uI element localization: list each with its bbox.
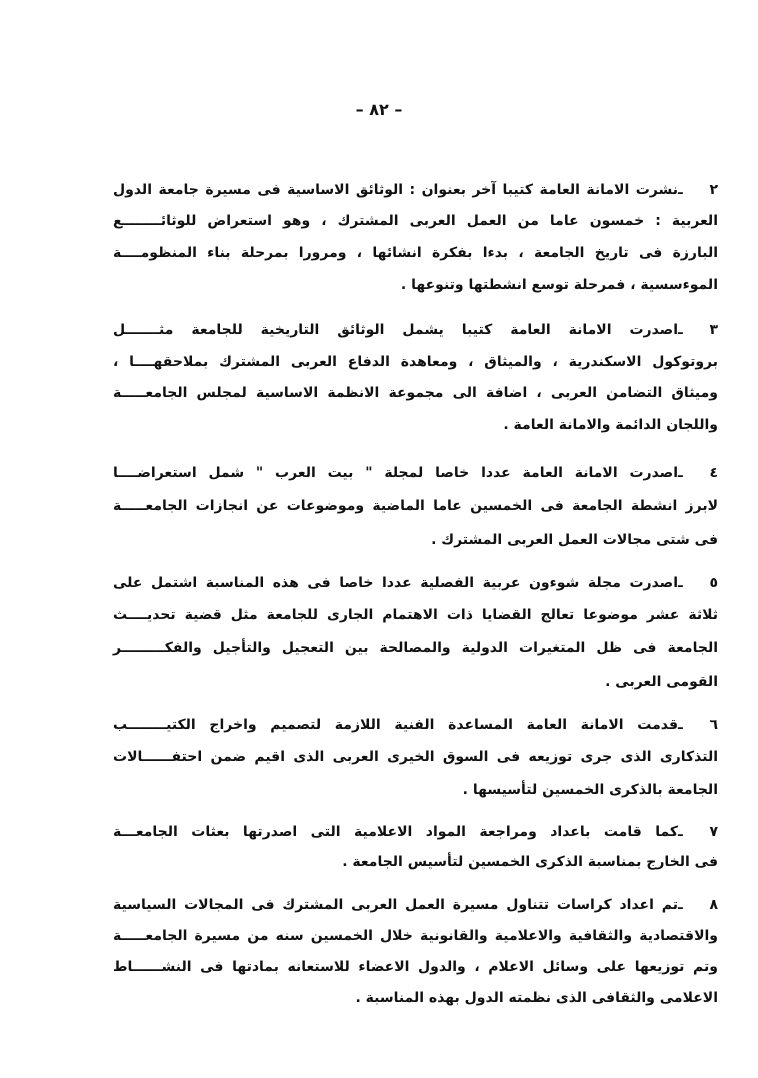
paragraph-line	[113, 852, 718, 872]
paragraph-line	[113, 957, 718, 977]
paragraph-text: العربية : خمسون عاما من العمل العربى المشترك ، وهو استعراض للوثائــــــــع	[113, 213, 718, 229]
paragraph-first-line	[113, 320, 718, 340]
paragraph-number: ٢ ـ	[678, 182, 718, 198]
paragraph-text: القومى العربى .	[605, 674, 718, 690]
paragraph-number: ٧ ـ	[678, 824, 718, 840]
paragraph-text: الجامعة بالذكرى الخمسين لتأسيسها .	[462, 782, 718, 798]
paragraph-first-line	[113, 463, 718, 483]
paragraph-line	[113, 638, 718, 658]
paragraph-text: واللجان الدائمة والامانة العامة .	[503, 417, 718, 433]
paragraph-text: قدمت الامانة العامة المساعدة الفنية اللازمة لتصميم واخراج الكتيــــــــب	[113, 717, 678, 733]
paragraph-line	[113, 780, 718, 800]
paragraph-text: تم اعداد كراسات تتناول مسيرة العمل العربى المشترك فى المجالات السياسية	[113, 897, 678, 913]
paragraph-text: كما قامت باعداد ومراجعة المواد الاعلامية التى اصدرتها بعثات الجامعـــة	[113, 824, 678, 840]
paragraph-text: وتم توزيعها على وسائل الاعلام ، والدول الاعضاء للاستعانه بمادتها فى النشــــــاط	[113, 959, 718, 975]
paragraph-number: ٥ ـ	[678, 575, 718, 591]
page-number: – ٨٢ –	[355, 100, 403, 119]
paragraph-number: ٤ ـ	[678, 465, 718, 481]
paragraph-text: ثلاثة عشر موضوعا تعالج القضايا ذات الاهتمام الجارى للجامعة مثل قضية تحديــــث	[113, 607, 718, 623]
paragraph-line	[113, 605, 718, 625]
paragraph-text: فى الخارج بمناسبة الذكرى الخمسين لتأسيس الجامعة .	[342, 854, 718, 870]
paragraph-number: ٣ ـ	[678, 322, 718, 338]
paragraph-text: وميثاق التضامن العربى ، اضافة الى مجموعة الانظمة الاساسية لمجلس الجامعـــــة	[113, 385, 718, 401]
paragraph-line	[113, 243, 718, 263]
paragraph-line	[113, 496, 718, 516]
paragraph-number: ٦ ـ	[678, 717, 718, 733]
paragraph-first-line	[113, 822, 718, 842]
paragraph-text: اصدرت الامانة العامة كتيبا يشمل الوثائق التاريخية للجامعة مثـــــــل	[113, 322, 678, 338]
paragraph-text: لابرز انشطة الجامعة فى الخمسين عاما الماضية وموضوعات عن انجازات الجامعـــــة	[113, 498, 718, 514]
paragraph-line	[113, 926, 718, 946]
paragraph-text: الجامعة فى ظل المتغيرات الدولية والمصالحة بين التعجيل والتأجيل والفكـــــــــر	[113, 640, 718, 656]
paragraph-text: البارزة فى تاريخ الجامعة ، بدءا بفكرة انشائها ، ومرورا بمرحلة بناء المنظومــــة	[113, 245, 718, 261]
paragraph-first-line	[113, 895, 718, 915]
paragraph-first-line	[113, 573, 718, 593]
paragraph-first-line	[113, 715, 718, 735]
paragraph-first-line	[113, 180, 718, 200]
paragraph-line	[113, 672, 718, 692]
paragraph-text: فى شتى مجالات العمل العربى المشترك .	[431, 532, 718, 548]
paragraph-text: التذكارى الذى جرى توزيعه فى السوق الخيرى العربى الذى اقيم ضمن احتفــــــالات	[113, 749, 718, 765]
paragraph-text: اصدرت مجلة شوءون عربية الفصلية عددا خاصا فى هذه المناسبة اشتمل على	[113, 575, 678, 591]
paragraph-line	[113, 211, 718, 231]
paragraph-line	[113, 747, 718, 767]
paragraph-text: اصدرت الامانة العامة عددا خاصا لمجلة " بيت العرب " شمل استعراضــــا	[113, 465, 678, 481]
paragraph-line	[113, 530, 718, 550]
paragraph-text: الموءسسية ، فمرحلة توسع انشطتها وتنوعها .	[400, 277, 718, 293]
paragraph-line	[113, 988, 718, 1008]
paragraph-text: والاقتصادية والثقافية والاعلامية والقانونية خلال الخمسين سنه من مسيرة الجامعـــــة	[113, 928, 718, 944]
paragraph-number: ٨ ـ	[678, 897, 718, 913]
paragraph-text: نشرت الامانة العامة كتيبا آخر بعنوان : الوثائق الاساسية فى مسيرة جامعة الدول	[113, 182, 678, 198]
paragraph-text: الاعلامى والثقافى الذى نظمته الدول بهذه المناسبة .	[355, 990, 718, 1006]
paragraph-line	[113, 415, 718, 435]
paragraph-line	[113, 275, 718, 295]
paragraph-line	[113, 352, 718, 372]
paragraph-text: بروتوكول الاسكندرية ، والميثاق ، ومعاهدة الدفاع العربى المشترك بملاحقهــــا ،	[113, 354, 718, 370]
paragraph-line	[113, 383, 718, 403]
